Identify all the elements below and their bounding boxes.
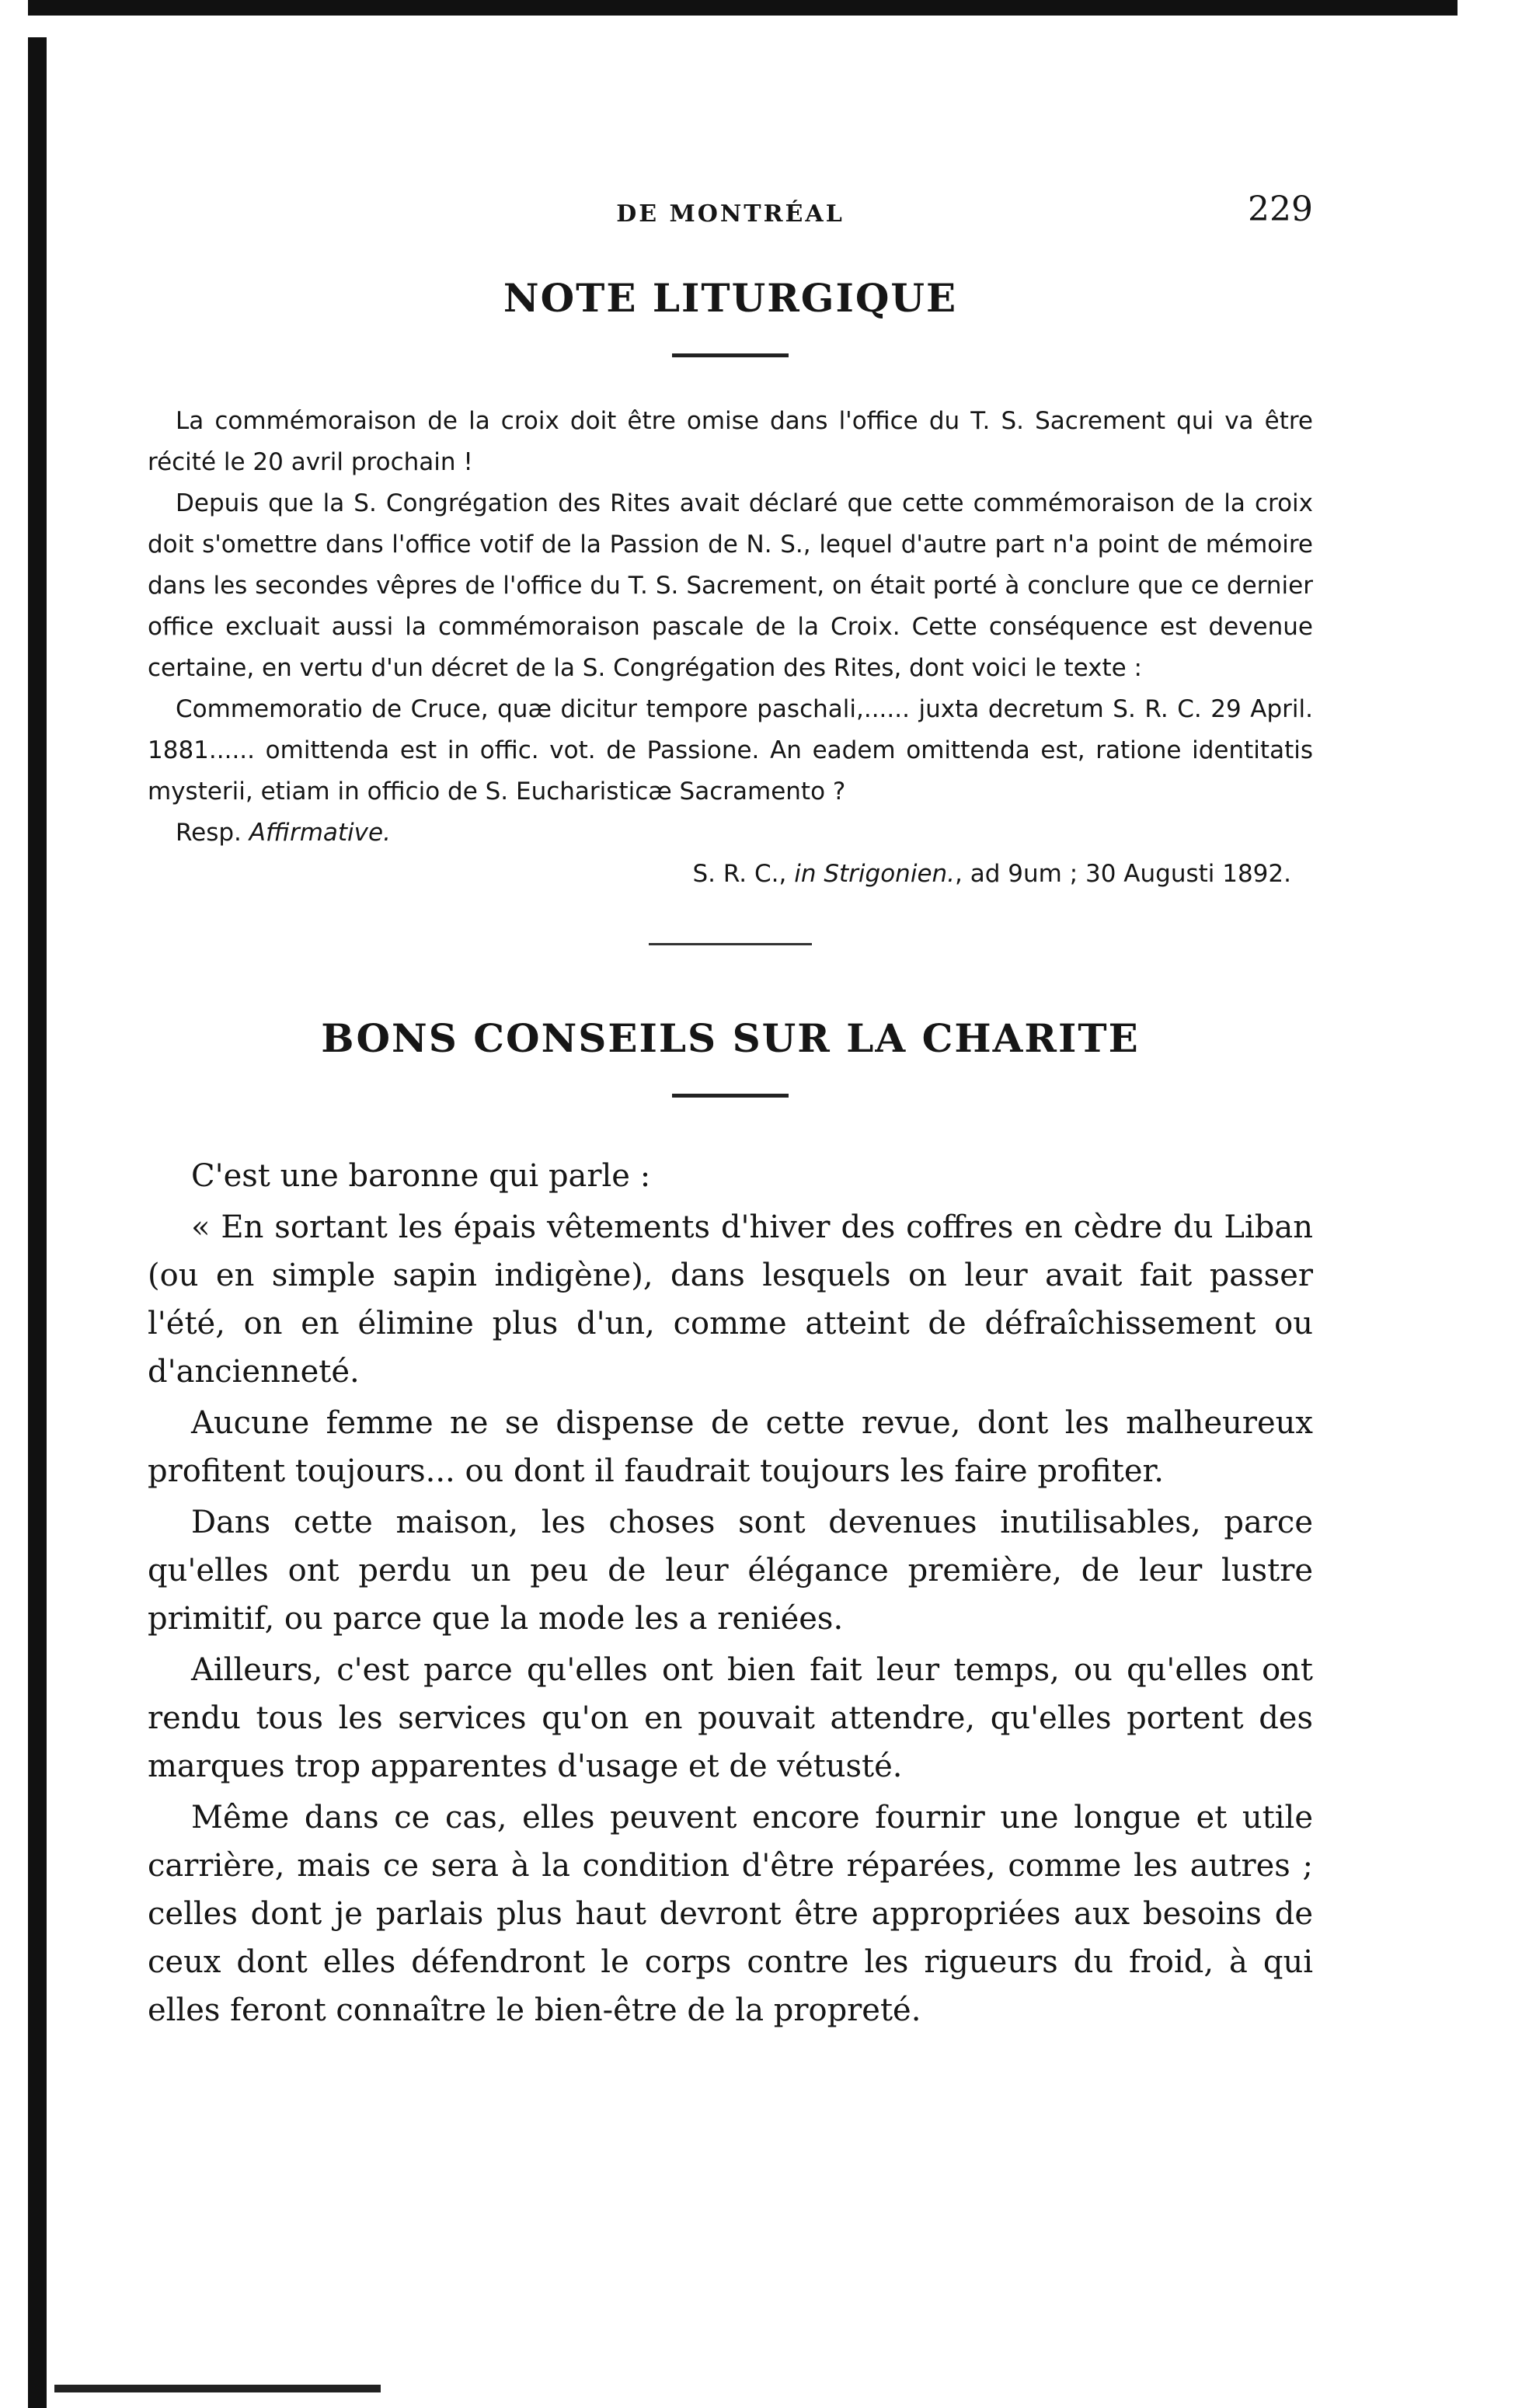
note-paragraph: Commemoratio de Cruce, quæ dicitur tempore paschali,...... juxta decretum S. R. C. 29 April. 1881...... omittenda est in offic. vot. de Passione. An eadem omittenda est, ratione identitatis mysterii, etiam in officio de S. Eucharisticæ Sacramento ? xyxy=(148,695,1313,806)
source-citation xyxy=(148,854,1313,895)
note-liturgique-body xyxy=(148,401,1313,895)
source-italic: in Strigonien. xyxy=(794,860,956,888)
scan-border-bottom xyxy=(54,2385,381,2392)
running-title: DE MONTRÉAL xyxy=(616,200,845,228)
charity-body xyxy=(148,1152,1313,2034)
note-paragraph: La commémoraison de la croix doit être omise dans l'office du T. S. Sacrement qui va être récité le 20 avril prochain ! xyxy=(148,407,1313,476)
scan-border-left xyxy=(28,37,47,2408)
charity-paragraph: « En sortant les épais vêtements d'hiver des coffres en cèdre du Liban (ou en simple sapin indigène), dans lesquels on leur avait fait passer l'été, on en élimine plus d'un, comme atteint de défraîchissement ou d'ancienneté. xyxy=(148,1209,1313,1390)
title-rule xyxy=(672,1094,789,1098)
scan-border-top xyxy=(28,0,1458,16)
charity-paragraph: C'est une baronne qui parle : xyxy=(191,1158,651,1194)
section-title-note-liturgique: NOTE LITURGIQUE xyxy=(503,275,958,321)
section-separator xyxy=(649,943,812,945)
response-line xyxy=(148,813,1313,854)
book-page xyxy=(148,179,1313,2037)
section-title-bons-conseils: BONS CONSEILS SUR LA CHARITE xyxy=(321,1015,1140,1061)
source-suffix: , ad 9um ; 30 Augusti 1892. xyxy=(955,860,1291,888)
charity-paragraph: Dans cette maison, les choses sont devenues inutilisables, parce qu'elles ont perdu un peu de leur élégance première, de leur lustre primitif, ou parce que la mode les a reniées. xyxy=(148,1505,1313,1637)
response-answer: Affirmative. xyxy=(249,819,391,847)
source-prefix: S. R. C., xyxy=(692,860,787,888)
running-head xyxy=(148,179,1313,249)
title-rule xyxy=(672,353,789,357)
charity-paragraph: Même dans ce cas, elles peuvent encore fournir une longue et utile carrière, mais ce sera à la condition d'être réparées, comme les autres ; celles dont je parlais plus haut devront être appropriées aux besoins de ceux dont elles défendront le corps contre les rigueurs du froid, à qui elles feront connaître le bien-être de la propreté. xyxy=(148,1800,1313,2028)
charity-paragraph: Ailleurs, c'est parce qu'elles ont bien fait leur temps, ou qu'elles ont rendu tous les services qu'on en pouvait attendre, qu'elles portent des marques trop apparentes d'usage et de vétusté. xyxy=(148,1652,1313,1784)
charity-paragraph: Aucune femme ne se dispense de cette revue, dont les malheureux profitent toujours... ou dont il faudrait toujours les faire profiter. xyxy=(148,1405,1313,1489)
note-paragraph: Depuis que la S. Congrégation des Rites avait déclaré que cette commémoraison de la croix doit s'omettre dans l'office votif de la Passion de N. S., lequel d'autre part n'a point de mémoire dans les secondes vêpres de l'office du T. S. Sacrement, on était porté à conclure que ce dernier office excluait aussi la commémoraison pascale de la Croix. Cette conséquence est devenue certaine, en vertu d'un décret de la S. Congrégation des Rites, dont voici le texte : xyxy=(148,489,1313,682)
response-label: Resp. xyxy=(176,819,242,847)
page-number: 229 xyxy=(1248,190,1313,229)
